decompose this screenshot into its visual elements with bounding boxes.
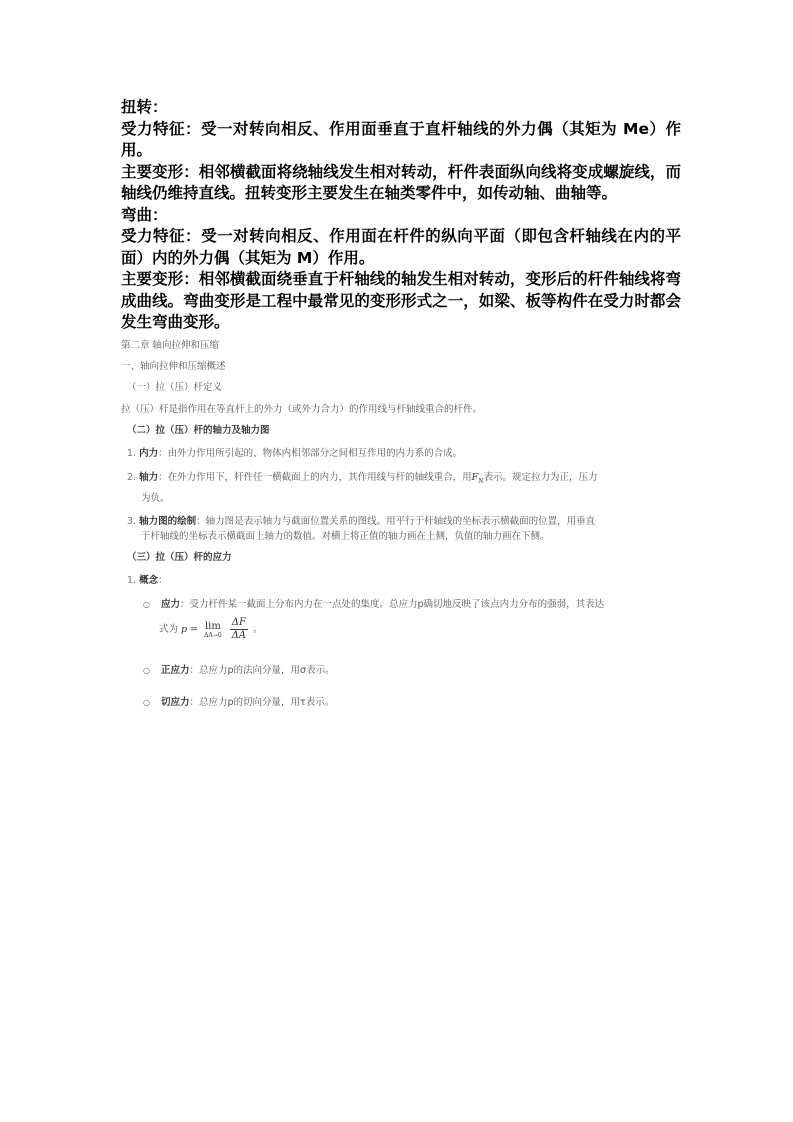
fraction: $\frac{\Delta F}{\Delta A}$: [231, 617, 247, 641]
heading-bending: 弯曲：: [121, 205, 168, 224]
list-item-concept: 1. 概念：: [127, 575, 168, 586]
subsection-axial-force: （二）拉（压）杆的轴力及轴力图: [127, 425, 270, 436]
list-item-axial-force-cont: 为负。: [141, 493, 170, 504]
bullet-stress: ○ 应力：受力杆件某一截面上分布内力在一点处的集度。总应力p确切地反映了该点内力分布的强弱，其表达: [143, 599, 605, 610]
paragraph-torsion-deformation: 主要变形：相邻横截面将绕轴线发生相对转动，杆件表面纵向线将变成螺旋线，而轴线仍维持直线。扭转变形主要发生在轴类零件中，如传动轴、曲轴等。: [121, 162, 681, 202]
paragraph-torsion-force: 受力特征：受一对转向相反、作用面垂直于直杆轴线的外力偶（其矩为 Me）作用。: [121, 119, 681, 159]
list-item-axial-force: 2. 轴力：在外力作用下，杆件任一横截面上的内力，其作用线与杆的轴线重合，用$F_N$表示。规定拉力为正，压力: [127, 472, 598, 485]
formula-stress: 式为 p = lim ΔA→0 $\frac{\Delta F}{\Delta A}$ 。: [159, 617, 263, 641]
subsection-definition: （一）拉（压）杆定义: [127, 382, 223, 393]
bullet-shear-stress: ○ 切应力：总应力p的切向分量，用τ表示。: [143, 697, 335, 708]
list-item-internal-force: 1. 内力：由外力作用所引起的、物体内相邻部分之间相互作用的内力系的合成。: [127, 448, 463, 459]
limit-operator: lim ΔA→0: [204, 620, 222, 639]
paragraph-bending-deformation: 主要变形：相邻横截面绕垂直于杆轴线的轴发生相对转动，变形后的杆件轴线将弯成曲线。弯曲变形是工程中最常见的变形形式之一，如梁、板等构件在受力时都会发生弯曲变形。: [121, 270, 681, 331]
section-title: 一、轴向拉伸和压缩概述: [121, 361, 226, 372]
list-item-axial-diagram-cont: 于杆轴线的坐标表示横截面上轴力的数值。对横上将正值的轴力画在上侧，负值的轴力画在下侧。: [141, 531, 550, 542]
bullet-icon: ○: [143, 600, 150, 609]
paragraph-bending-force: 受力特征：受一对转向相反、作用面在杆件的纵向平面（即包含杆轴线在内的平面）内的外力偶（其矩为 M）作用。: [121, 227, 681, 267]
heading-torsion: 扭转：: [121, 98, 168, 116]
bullet-normal-stress: ○ 正应力：总应力p的法向分量，用σ表示。: [143, 665, 335, 676]
bullet-icon: ○: [143, 698, 150, 707]
bullet-icon: ○: [143, 666, 150, 675]
chapter-title: 第二章 轴向拉伸和压缩: [121, 340, 220, 351]
list-item-axial-diagram: 3. 轴力图的绘制：轴力图是表示轴力与截面位置关系的图线。用平行于杆轴线的坐标表示横截面的位置，用垂直: [127, 516, 596, 527]
definition-text: 拉（压）杆是指作用在等直杆上的外力（或外力合力）的作用线与杆轴线重合的杆件。: [121, 404, 483, 415]
subsection-stress: （三）拉（压）杆的应力: [127, 552, 232, 563]
main-text-block: [121, 97, 681, 334]
